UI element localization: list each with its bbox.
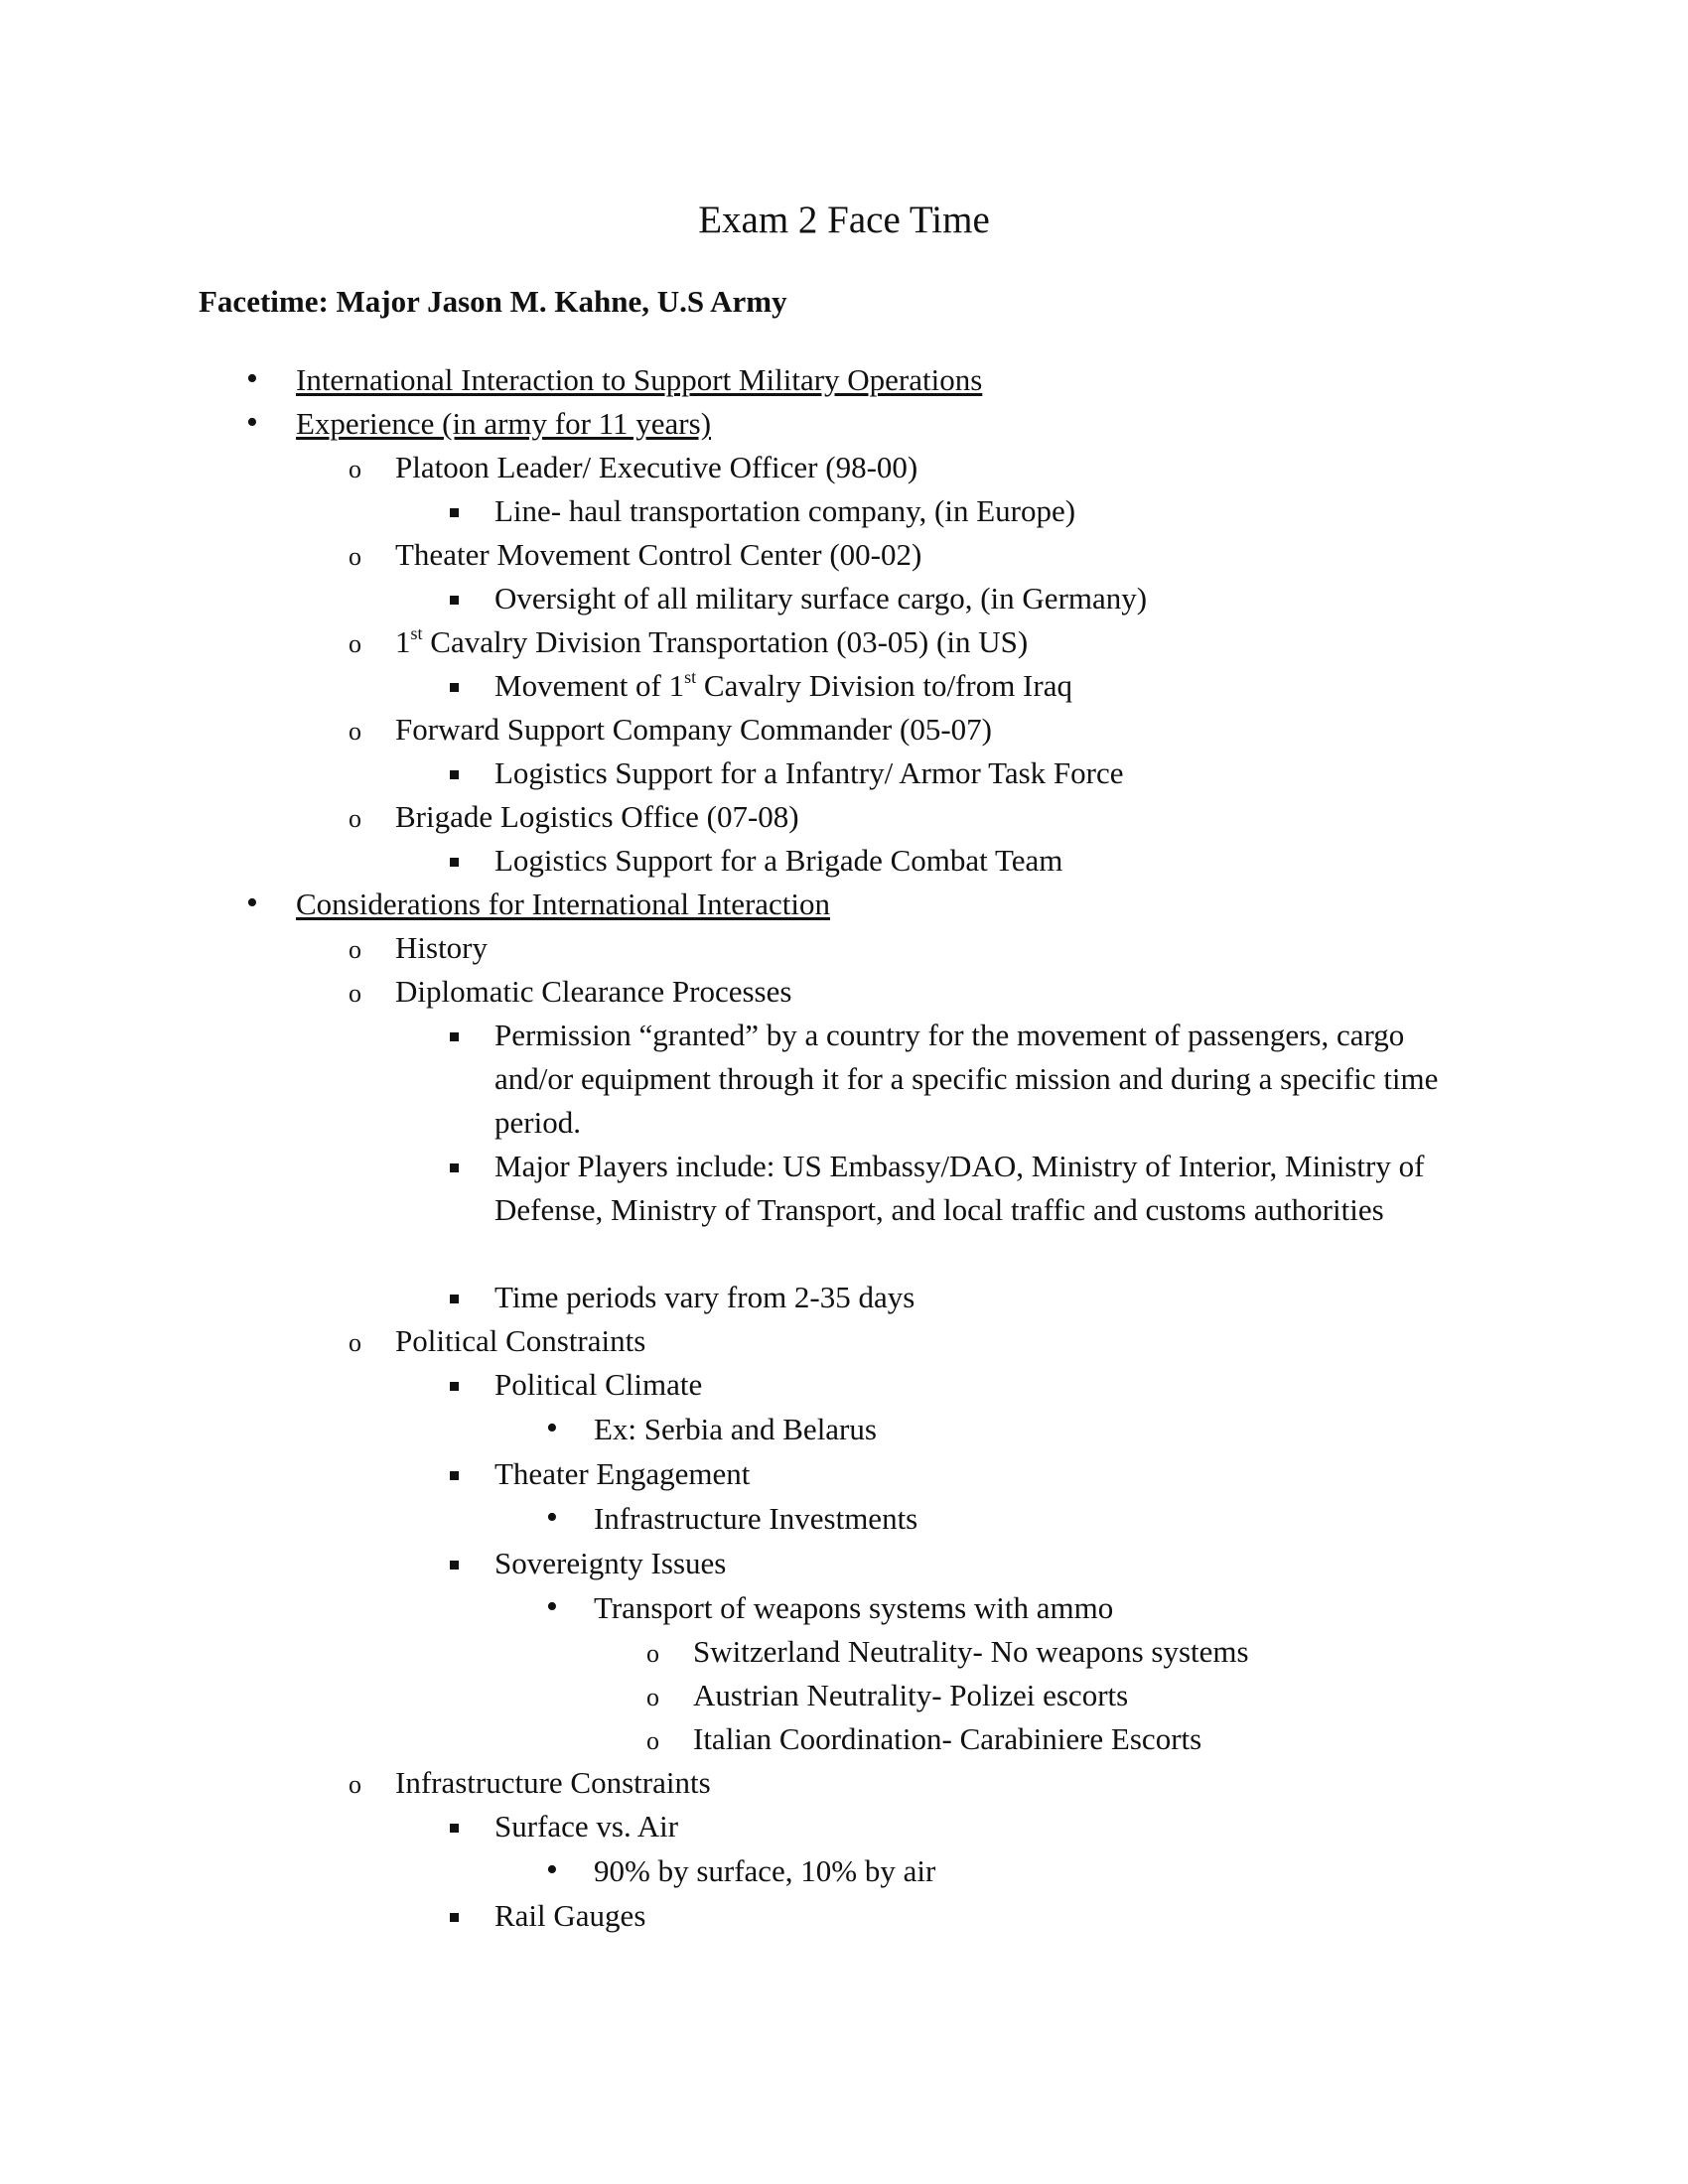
bullet-circle-icon: [349, 926, 361, 972]
item-text: Political Constraints: [395, 1323, 646, 1358]
bullet-square-icon: [450, 577, 459, 620]
bullet-disc-icon: [546, 1407, 558, 1450]
item-text: [395, 620, 1028, 664]
ordinal-suffix: st: [410, 622, 423, 643]
bullet-disc-icon: [246, 357, 258, 401]
item-text: Time periods vary from 2-35 days: [494, 1280, 915, 1314]
item-text: Rail Gauges: [494, 1898, 646, 1933]
item-text: Logistics Support for a Infantry/ Armor Task Force: [494, 755, 1124, 790]
bullet-circle-icon: [349, 446, 361, 491]
item-text-part: Cavalry Division to/from Iraq: [696, 668, 1072, 703]
bullet-circle-icon: [349, 1761, 361, 1807]
item-text: Experience (in army for 11 years): [296, 406, 712, 441]
item-text: Switzerland Neutrality- No weapons systems: [693, 1634, 1249, 1669]
item-text: Line- haul transportation company, (in Europe): [494, 493, 1076, 528]
item-text-part: Cavalry Division Transportation (03-05) (in US): [422, 624, 1029, 659]
bullet-square-icon: [450, 664, 459, 708]
item-text: [494, 664, 1072, 708]
bullet-circle-icon: [349, 620, 361, 666]
bullet-disc-icon: [546, 1585, 558, 1629]
item-text-part: Movement of 1: [494, 668, 685, 703]
item-text: History: [395, 930, 488, 965]
item-text: Major Players include: US Embassy/DAO, Ministry of Interior, Ministry of Defense, Ministry of Transport, and local traffic and customs authorities: [494, 1149, 1425, 1227]
document-title: Exam 2 Face Time: [698, 199, 990, 241]
item-text: Political Climate: [494, 1367, 703, 1402]
item-text: Logistics Support for a Brigade Combat Team: [494, 843, 1063, 878]
bullet-square-icon: [450, 1276, 459, 1319]
bullet-square-icon: [450, 839, 459, 883]
bullet-square-icon: [450, 1542, 459, 1585]
item-text: Permission “granted” by a country for the movement of passengers, cargo and/or equipment through it for a specific mission and during a specific time period.: [494, 1018, 1439, 1140]
bullet-disc-icon: [246, 882, 258, 925]
bullet-square-icon: [450, 1452, 459, 1496]
item-text: Austrian Neutrality- Polizei escorts: [693, 1678, 1129, 1712]
item-text-part: 1: [395, 624, 411, 659]
bullet-circle-icon: [646, 1630, 659, 1676]
item-text: Infrastructure Constraints: [395, 1765, 711, 1800]
item-text: Considerations for International Interaction: [296, 887, 831, 921]
bullet-square-icon: [450, 1014, 459, 1057]
bullet-circle-icon: [349, 708, 361, 753]
item-text: Sovereignty Issues: [494, 1546, 727, 1580]
bullet-square-icon: [450, 1145, 459, 1188]
bullet-circle-icon: [349, 1319, 361, 1365]
item-text: Brigade Logistics Office (07-08): [395, 799, 799, 834]
bullet-square-icon: [450, 489, 459, 533]
bullet-disc-icon: [546, 1848, 558, 1892]
ordinal-suffix: st: [684, 666, 697, 687]
item-text: Ex: Serbia and Belarus: [594, 1412, 877, 1446]
section-heading: Facetime: Major Jason M. Kahne, U.S Army: [199, 284, 787, 319]
bullet-circle-icon: [349, 533, 361, 579]
item-text: 90% by surface, 10% by air: [594, 1853, 936, 1888]
bullet-circle-icon: [646, 1717, 659, 1763]
item-text: Diplomatic Clearance Processes: [395, 974, 792, 1009]
bullet-circle-icon: [349, 970, 361, 1016]
bullet-square-icon: [450, 1894, 459, 1938]
bullet-square-icon: [450, 1363, 459, 1407]
bullet-circle-icon: [349, 795, 361, 841]
bullet-circle-icon: [646, 1674, 659, 1719]
bullet-disc-icon: [246, 401, 258, 445]
item-text: Italian Coordination- Carabiniere Escorts: [693, 1721, 1202, 1756]
item-text: International Interaction to Support Military Operations: [296, 362, 983, 397]
bullet-square-icon: [450, 1805, 459, 1848]
item-text: Oversight of all military surface cargo, (in Germany): [494, 581, 1148, 615]
bullet-square-icon: [450, 751, 459, 795]
item-text: Forward Support Company Commander (05-07): [395, 712, 992, 747]
item-text: Infrastructure Investments: [594, 1501, 918, 1536]
item-text: Platoon Leader/ Executive Officer (98-00): [395, 450, 918, 484]
item-text: Transport of weapons systems with ammo: [594, 1590, 1114, 1625]
item-text: Surface vs. Air: [494, 1809, 679, 1843]
item-text: Theater Engagement: [494, 1456, 751, 1491]
item-text: Theater Movement Control Center (00-02): [395, 537, 922, 572]
bullet-disc-icon: [546, 1496, 558, 1540]
